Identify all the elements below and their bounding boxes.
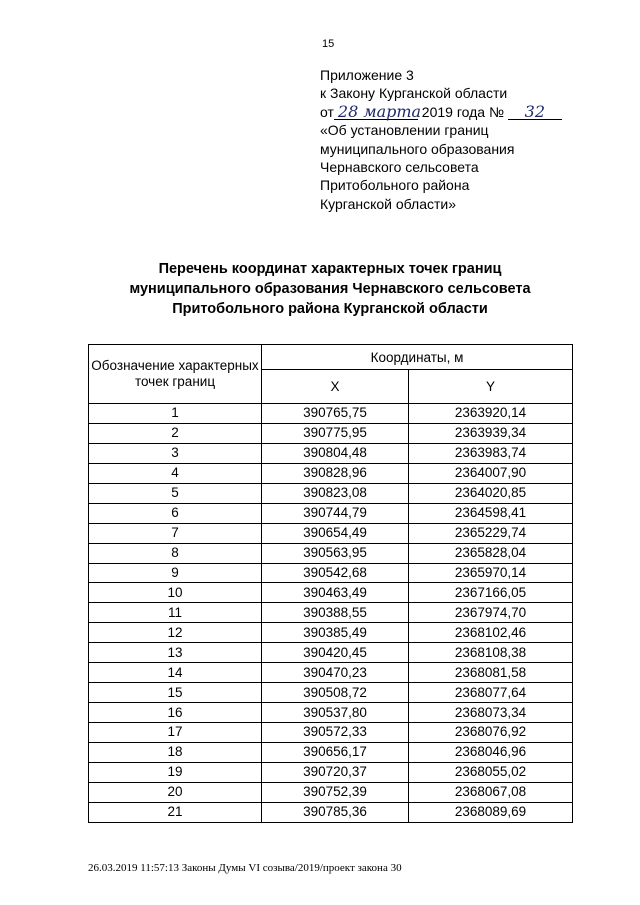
x-coordinate-cell: 390804,48 <box>262 443 409 463</box>
table-row <box>89 543 573 563</box>
table-row <box>89 762 573 782</box>
point-number-cell: 3 <box>89 443 262 463</box>
header-coordinates: Координаты, м <box>262 345 573 370</box>
x-coordinate-cell: 390537,80 <box>262 703 409 723</box>
point-number-cell: 20 <box>89 782 262 802</box>
x-coordinate-cell: 390542,68 <box>262 563 409 583</box>
y-coordinate-cell: 2368067,08 <box>408 782 572 802</box>
point-number-cell: 18 <box>89 742 262 762</box>
x-coordinate-cell: 390563,95 <box>262 543 409 563</box>
y-coordinate-cell: 2368055,02 <box>408 762 572 782</box>
table-row <box>89 563 573 583</box>
appendix-date-line <box>320 103 562 121</box>
x-coordinate-cell: 390388,55 <box>262 603 409 623</box>
appendix-law-title-2: муниципального образования <box>320 140 515 157</box>
handwritten-law-number: 32 <box>508 105 562 120</box>
title-line-2: муниципального образования Чернавского сельсовета <box>129 281 531 297</box>
table-row <box>89 703 573 723</box>
x-coordinate-cell: 390656,17 <box>262 742 409 762</box>
point-number-cell: 6 <box>89 503 262 523</box>
appendix-from-label: от <box>320 103 334 120</box>
x-coordinate-cell: 390470,23 <box>262 663 409 683</box>
table-row <box>89 802 573 822</box>
appendix-law-title-3: Чернавского сельсовета <box>320 159 479 176</box>
x-coordinate-cell: 390420,45 <box>262 643 409 663</box>
table-row <box>89 463 573 483</box>
point-number-cell: 10 <box>89 583 262 603</box>
point-number-cell: 12 <box>89 623 262 643</box>
table-row <box>89 663 573 683</box>
point-number-cell: 21 <box>89 802 262 822</box>
y-coordinate-cell: 2365970,14 <box>408 563 572 583</box>
table-row <box>89 503 573 523</box>
appendix-year-label: 2019 года № <box>421 103 504 120</box>
table-body <box>89 404 573 823</box>
table-row <box>89 603 573 623</box>
x-coordinate-cell: 390572,33 <box>262 723 409 743</box>
point-number-cell: 13 <box>89 643 262 663</box>
table-row <box>89 623 573 643</box>
point-number-cell: 17 <box>89 723 262 743</box>
appendix-law-ref: к Закону Курганской области <box>320 85 508 102</box>
y-coordinate-cell: 2364020,85 <box>408 483 572 503</box>
point-number-cell: 15 <box>89 683 262 703</box>
y-coordinate-cell: 2363983,74 <box>408 443 572 463</box>
y-coordinate-cell: 2365229,74 <box>408 523 572 543</box>
x-coordinate-cell: 390765,75 <box>262 404 409 424</box>
y-coordinate-cell: 2368077,64 <box>408 683 572 703</box>
y-coordinate-cell: 2368108,38 <box>408 643 572 663</box>
point-number-cell: 8 <box>89 543 262 563</box>
x-coordinate-cell: 390720,37 <box>262 762 409 782</box>
x-coordinate-cell: 390828,96 <box>262 463 409 483</box>
point-number-cell: 9 <box>89 563 262 583</box>
y-coordinate-cell: 2363920,14 <box>408 404 572 424</box>
document-title <box>60 259 600 319</box>
y-coordinate-cell: 2368081,58 <box>408 663 572 683</box>
point-number-cell: 2 <box>89 423 262 443</box>
point-number-cell: 19 <box>89 762 262 782</box>
header-x: X <box>262 370 409 404</box>
x-coordinate-cell: 390508,72 <box>262 683 409 703</box>
y-coordinate-cell: 2367974,70 <box>408 603 572 623</box>
y-coordinate-cell: 2363939,34 <box>408 423 572 443</box>
y-coordinate-cell: 2364007,90 <box>408 463 572 483</box>
table-row <box>89 742 573 762</box>
y-coordinate-cell: 2368102,46 <box>408 623 572 643</box>
x-coordinate-cell: 390463,49 <box>262 583 409 603</box>
table-row <box>89 483 573 503</box>
table-row <box>89 423 573 443</box>
y-coordinate-cell: 2368073,34 <box>408 703 572 723</box>
x-coordinate-cell: 390785,36 <box>262 802 409 822</box>
y-coordinate-cell: 2365828,04 <box>408 543 572 563</box>
table-row <box>89 782 573 802</box>
point-number-cell: 7 <box>89 523 262 543</box>
point-number-cell: 4 <box>89 463 262 483</box>
table-row <box>89 683 573 703</box>
point-number-cell: 1 <box>89 404 262 424</box>
y-coordinate-cell: 2364598,41 <box>408 503 572 523</box>
table-row <box>89 723 573 743</box>
x-coordinate-cell: 390654,49 <box>262 523 409 543</box>
y-coordinate-cell: 2368076,92 <box>408 723 572 743</box>
title-line-3: Притобольного района Курганской области <box>172 301 488 317</box>
y-coordinate-cell: 2367166,05 <box>408 583 572 603</box>
handwritten-date: 28 марта <box>334 105 418 120</box>
appendix-block <box>320 66 562 213</box>
x-coordinate-cell: 390752,39 <box>262 782 409 802</box>
table-row <box>89 523 573 543</box>
x-coordinate-cell: 390744,79 <box>262 503 409 523</box>
point-number-cell: 11 <box>89 603 262 623</box>
table-row <box>89 583 573 603</box>
page-number: 15 <box>322 38 335 50</box>
appendix-law-title-4: Притобольного района <box>320 177 470 194</box>
coordinates-table <box>88 344 573 823</box>
table-row <box>89 404 573 424</box>
footer-file-info: 26.03.2019 11:57:13 Законы Думы VI созыва/2019/проект закона 30 <box>88 862 402 874</box>
appendix-law-title-1: «Об установлении границ <box>320 122 489 139</box>
y-coordinate-cell: 2368046,96 <box>408 742 572 762</box>
x-coordinate-cell: 390775,95 <box>262 423 409 443</box>
x-coordinate-cell: 390385,49 <box>262 623 409 643</box>
y-coordinate-cell: 2368089,69 <box>408 802 572 822</box>
table-row <box>89 643 573 663</box>
point-number-cell: 14 <box>89 663 262 683</box>
appendix-law-title-5: Курганской области» <box>320 195 457 212</box>
appendix-title: Приложение 3 <box>320 67 414 83</box>
x-coordinate-cell: 390823,08 <box>262 483 409 503</box>
point-number-cell: 5 <box>89 483 262 503</box>
header-designation: Обозначение характерных точек границ <box>89 345 262 404</box>
header-y: Y <box>408 370 572 404</box>
point-number-cell: 16 <box>89 703 262 723</box>
title-line-1: Перечень координат характерных точек границ <box>158 261 502 277</box>
table-row <box>89 443 573 463</box>
